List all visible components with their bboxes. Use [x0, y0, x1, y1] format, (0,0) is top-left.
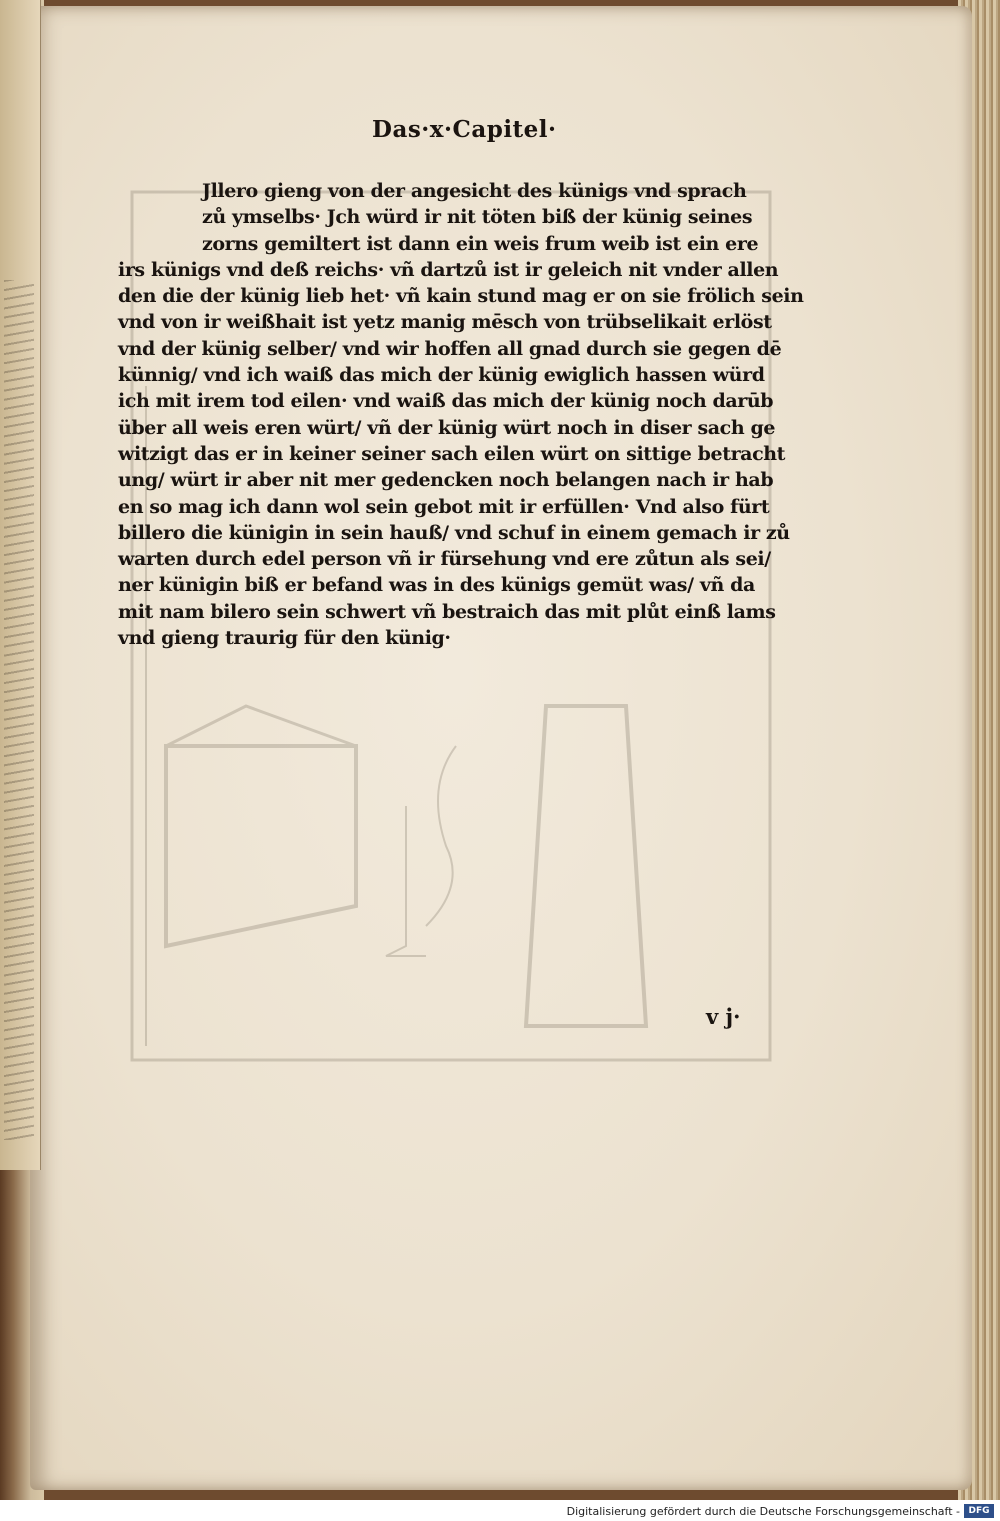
text-line: ung/ würt ir aber nit mer gedencken noch belangen nach ir hab — [118, 469, 774, 492]
text-line: vnd von ir weißhait ist yetz manig mēsch von trübselikait erlöst — [118, 311, 772, 334]
text-line: den die der künig lieb het· vñ kain stund mag er on sie frölich sein — [118, 285, 804, 308]
text-line: künnig/ vnd ich waiß das mich der künig ewiglich hassen würd — [118, 364, 765, 387]
text-line: mit nam bilero sein schwert vñ bestraich das mit plůt einß lams — [118, 600, 776, 623]
dfg-logo-icon: DFG — [964, 1504, 994, 1518]
text-line: vnd der künig selber/ vnd wir hoffen all gnad durch sie gegen dē — [118, 337, 782, 360]
facing-page-edge — [0, 0, 41, 1170]
text-line: zorns gemiltert ist dann ein weis frum weib ist ein ere — [202, 232, 759, 255]
text-line: vnd gieng traurig für den künig· — [118, 627, 451, 650]
page-signature: v j· — [706, 1004, 741, 1029]
text-line: ich mit irem tod eilen· vnd waiß das mich der künig noch darūb — [118, 390, 774, 413]
text-line: ner künigin biß er befand was in des künigs gemüt was/ vñ da — [118, 574, 755, 597]
text-line: irs künigs vnd deß reichs· vñ dartzů ist ir geleich nit vnder allen — [118, 258, 779, 281]
text-line: warten durch edel person vñ ir fürsehung vnd ere zůtun als sei/ — [118, 548, 771, 571]
text-line: billero die künigin in sein hauß/ vnd schuf in einem gemach ir zů — [118, 521, 790, 544]
text-line: Jllero gieng von der angesicht des künigs vnd sprach — [202, 180, 747, 202]
text-line: über all weis eren würt/ vñ der künig würt noch in diser sach ge — [118, 416, 776, 439]
footer-credit: Digitalisierung gefördert durch die Deutsche Forschungsgemeinschaft - — [566, 1505, 960, 1518]
text-line: en so mag ich dann wol sein gebot mit ir erfüllen· Vnd also fürt — [118, 495, 770, 518]
footer-bar — [0, 1500, 1000, 1521]
text-line: zů ymselbs· Jch würd ir nit töten biß der künig seines — [202, 206, 753, 229]
text-line: witzigt das er in keiner seiner sach eilen würt on sittige betracht — [118, 442, 786, 465]
chapter-heading: Das·x·Capitel· — [372, 116, 557, 143]
body-text — [118, 178, 804, 651]
